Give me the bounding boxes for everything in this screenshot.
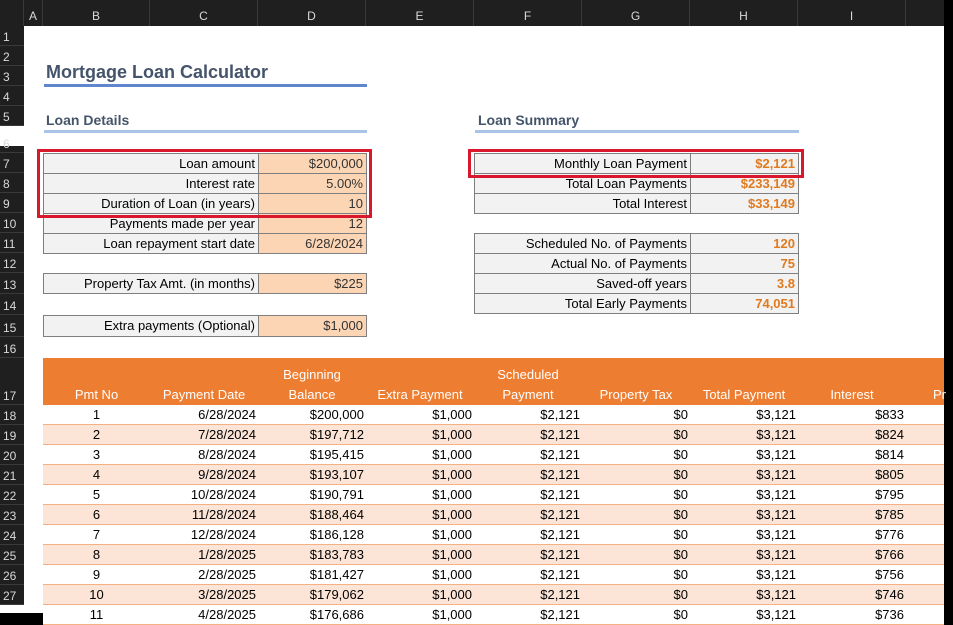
cell-total-payment[interactable]: $3,121 — [756, 547, 796, 562]
scheduled-payments-label: Scheduled No. of Payments — [474, 233, 691, 254]
cell-payment-date[interactable]: 8/28/2024 — [198, 447, 256, 462]
row-number: 13 — [3, 278, 17, 292]
loan-summary-underline — [475, 130, 799, 133]
cell-pmt-no[interactable]: 5 — [92, 487, 101, 502]
cell-interest[interactable]: $795 — [875, 487, 904, 502]
column-header-a[interactable]: A — [24, 0, 43, 26]
row-header-10[interactable] — [0, 213, 24, 233]
row-header-8[interactable] — [0, 173, 24, 193]
cell-extra-payment[interactable]: $1,000 — [432, 527, 472, 542]
row-header-5[interactable] — [0, 106, 24, 126]
cell-payment-date[interactable]: 1/28/2025 — [198, 547, 256, 562]
cell-total-payment[interactable]: $3,121 — [756, 487, 796, 502]
saved-off-years-label: Saved-off years — [474, 273, 691, 294]
row-number: 14 — [3, 299, 17, 313]
table-row[interactable] — [43, 485, 944, 505]
actual-payments-label: Actual No. of Payments — [474, 253, 691, 274]
title-underline — [44, 84, 367, 87]
highlight-box-loan-inputs — [37, 149, 372, 218]
cell-interest[interactable]: $814 — [875, 447, 904, 462]
loan-summary-heading: Loan Summary — [478, 112, 580, 128]
row-header-17[interactable] — [0, 358, 24, 405]
cell-scheduled-payment[interactable]: $2,121 — [540, 587, 580, 602]
row-header-7[interactable] — [0, 153, 24, 173]
cell-pmt-no[interactable]: 4 — [92, 467, 101, 482]
cell-scheduled-payment[interactable]: $2,121 — [540, 547, 580, 562]
start-date-label: Loan repayment start date — [43, 233, 259, 254]
start-date-input[interactable]: 6/28/2024 — [258, 233, 367, 254]
cell-extra-payment[interactable]: $1,000 — [432, 587, 472, 602]
total-loan-payments-label: Total Loan Payments — [474, 173, 691, 194]
cell-beginning-balance[interactable]: $186,128 — [309, 527, 364, 542]
cell-extra-payment[interactable]: $1,000 — [432, 507, 472, 522]
cell-total-payment[interactable]: $3,121 — [756, 447, 796, 462]
cell-beginning-balance[interactable]: $181,427 — [309, 567, 364, 582]
loan-details-heading: Loan Details — [46, 112, 130, 128]
total-early-payments-label: Total Early Payments — [474, 293, 691, 314]
column-header-h[interactable]: H — [690, 0, 798, 26]
header-payment-date[interactable]: Payment Date — [162, 387, 246, 402]
row-number: 18 — [3, 409, 17, 423]
cell-pmt-no[interactable]: 9 — [92, 567, 101, 582]
table-row[interactable] — [43, 405, 944, 425]
cell-interest[interactable]: $756 — [875, 567, 904, 582]
row-header-18[interactable] — [0, 405, 24, 425]
table-row[interactable] — [43, 545, 944, 565]
row-number: 4 — [3, 90, 10, 104]
cell-pmt-no[interactable]: 8 — [92, 547, 101, 562]
row-number: 21 — [3, 469, 17, 483]
cell-scheduled-payment[interactable]: $2,121 — [540, 467, 580, 482]
column-header-f[interactable]: F — [474, 0, 582, 26]
cell-total-payment[interactable]: $3,121 — [756, 407, 796, 422]
table-row[interactable] — [43, 505, 944, 525]
row-number: 15 — [3, 321, 17, 335]
cell-extra-payment[interactable]: $1,000 — [432, 427, 472, 442]
cell-beginning-balance[interactable]: $197,712 — [309, 427, 364, 442]
row-number: 16 — [3, 342, 17, 356]
payments-per-year-label: Payments made per year — [43, 213, 259, 234]
row-header-27[interactable] — [0, 585, 24, 605]
cell-beginning-balance[interactable]: $200,000 — [309, 407, 364, 422]
column-header-d[interactable]: D — [258, 0, 366, 26]
header-balance[interactable]: Balance — [288, 387, 336, 402]
row-header-24[interactable] — [0, 525, 24, 545]
row-header-20[interactable] — [0, 445, 24, 465]
cell-extra-payment[interactable]: $1,000 — [432, 567, 472, 582]
cell-total-payment[interactable]: $3,121 — [756, 527, 796, 542]
cell-total-payment[interactable]: $3,121 — [756, 467, 796, 482]
cell-scheduled-payment[interactable]: $2,121 — [540, 527, 580, 542]
cell-scheduled-payment[interactable]: $2,121 — [540, 427, 580, 442]
cell-extra-payment[interactable]: $1,000 — [432, 487, 472, 502]
row-number: 26 — [3, 569, 17, 583]
cell-property-tax[interactable]: $0 — [673, 507, 688, 522]
row-header-13[interactable] — [0, 273, 24, 294]
cell-payment-date[interactable]: 11/28/2024 — [191, 507, 256, 522]
cell-payment-date[interactable]: 9/28/2024 — [198, 467, 256, 482]
row-number: 1 — [3, 30, 10, 44]
cell-beginning-balance[interactable]: $183,783 — [309, 547, 364, 562]
header-interest[interactable]: Interest — [830, 387, 874, 402]
row-number: 10 — [3, 217, 17, 231]
row-number: 27 — [3, 589, 17, 603]
cell-interest[interactable]: $746 — [875, 587, 904, 602]
cell-scheduled-payment[interactable]: $2,121 — [540, 407, 580, 422]
monthly-payment-value[interactable]: $2,121 — [690, 153, 799, 174]
cell-interest[interactable]: $785 — [875, 507, 904, 522]
column-header-e[interactable]: E — [366, 0, 474, 26]
column-header-next[interactable] — [906, 0, 944, 26]
cell-property-tax[interactable]: $0 — [673, 607, 688, 622]
cell-extra-payment[interactable]: $1,000 — [432, 467, 472, 482]
property-tax-input[interactable]: $225 — [258, 273, 367, 294]
cell-property-tax[interactable]: $0 — [673, 587, 688, 602]
loan-amount-input[interactable]: $200,000 — [258, 153, 367, 174]
cell-property-tax[interactable]: $0 — [673, 467, 688, 482]
scheduled-payments-value[interactable]: 120 — [690, 233, 799, 254]
select-all-corner[interactable] — [0, 0, 24, 26]
row-number: 11 — [3, 237, 16, 251]
cell-extra-payment[interactable]: $1,000 — [432, 447, 472, 462]
cell-beginning-balance[interactable]: $188,464 — [309, 507, 364, 522]
cell-property-tax[interactable]: $0 — [673, 447, 688, 462]
row-number: 9 — [3, 197, 10, 211]
total-early-payments-value[interactable]: 74,051 — [690, 293, 799, 314]
cell-interest[interactable]: $833 — [875, 407, 904, 422]
row-number: 2 — [3, 50, 10, 64]
table-row[interactable] — [43, 585, 944, 605]
interest-rate-label: Interest rate — [43, 173, 259, 194]
column-header-g[interactable]: G — [582, 0, 690, 26]
header-pmt-no[interactable]: Pmt No — [74, 387, 119, 402]
duration-label: Duration of Loan (in years) — [43, 193, 259, 214]
cell-scheduled-payment[interactable]: $2,121 — [540, 607, 580, 622]
header-property-tax[interactable]: Property Tax — [599, 387, 673, 402]
row-header-11[interactable] — [0, 233, 24, 253]
row-number: 24 — [3, 529, 17, 543]
cell-scheduled-payment[interactable]: $2,121 — [540, 487, 580, 502]
monthly-payment-label: Monthly Loan Payment — [474, 153, 691, 174]
cell-payment-date[interactable]: 6/28/2024 — [198, 407, 256, 422]
row-header-15[interactable] — [0, 315, 24, 337]
cell-payment-date[interactable]: 10/28/2024 — [190, 487, 256, 502]
extra-payments-input[interactable]: $1,000 — [258, 315, 367, 337]
extra-payments-label: Extra payments (Optional) — [43, 315, 259, 337]
total-loan-payments-value[interactable]: $233,149 — [690, 173, 799, 194]
row-header-16[interactable] — [0, 337, 24, 358]
cell-property-tax[interactable]: $0 — [673, 547, 688, 562]
row-number: 7 — [3, 157, 10, 171]
cell-payment-date[interactable]: 4/28/2025 — [198, 607, 256, 622]
row-header-2[interactable] — [0, 46, 24, 66]
cell-interest[interactable]: $736 — [875, 607, 904, 622]
cell-interest[interactable]: $776 — [875, 527, 904, 542]
total-interest-label: Total Interest — [474, 193, 691, 214]
cell-payment-date[interactable]: 3/28/2025 — [198, 587, 256, 602]
row-header-23[interactable] — [0, 505, 24, 525]
cell-pmt-no[interactable]: 2 — [92, 427, 101, 442]
cell-payment-date[interactable]: 2/28/2025 — [198, 567, 256, 582]
row-header-1[interactable] — [0, 26, 24, 46]
row-header-19[interactable] — [0, 425, 24, 445]
row-header-22[interactable] — [0, 485, 24, 505]
column-header-c[interactable]: C — [150, 0, 258, 26]
cell-extra-payment[interactable]: $1,000 — [432, 407, 472, 422]
cell-beginning-balance[interactable]: $179,062 — [309, 587, 364, 602]
row-number: 6 — [3, 137, 10, 151]
cell-pmt-no[interactable]: 11 — [89, 607, 104, 622]
row-number: 25 — [3, 549, 17, 563]
cell-interest[interactable]: $824 — [875, 427, 904, 442]
loan-amount-label: Loan amount — [43, 153, 259, 174]
cell-property-tax[interactable]: $0 — [673, 567, 688, 582]
row-header-21[interactable] — [0, 465, 24, 485]
cell-interest[interactable]: $805 — [875, 467, 904, 482]
row-header-25[interactable] — [0, 545, 24, 565]
column-header-i[interactable]: I — [798, 0, 906, 26]
cell-pmt-no[interactable]: 10 — [89, 587, 104, 602]
row-number: 23 — [3, 509, 17, 523]
cell-extra-payment[interactable]: $1,000 — [432, 607, 472, 622]
property-tax-label: Property Tax Amt. (in months) — [43, 273, 259, 294]
cell-total-payment[interactable]: $3,121 — [756, 607, 796, 622]
cell-interest[interactable]: $766 — [875, 547, 904, 562]
row-number: 20 — [3, 449, 17, 463]
table-row[interactable] — [43, 445, 944, 465]
header-extra-payment[interactable]: Extra Payment — [377, 387, 463, 402]
cell-property-tax[interactable]: $0 — [673, 487, 688, 502]
column-header-b[interactable]: B — [43, 0, 150, 26]
cell-pmt-no[interactable]: 3 — [92, 447, 101, 462]
row-header-6[interactable] — [0, 137, 24, 153]
interest-rate-input[interactable]: 5.00% — [258, 173, 367, 194]
cell-property-tax[interactable]: $0 — [673, 527, 688, 542]
cell-payment-date[interactable]: 12/28/2024 — [190, 527, 256, 542]
cell-payment-date[interactable]: 7/28/2024 — [198, 427, 256, 442]
cell-scheduled-payment[interactable]: $2,121 — [540, 567, 580, 582]
table-row[interactable] — [43, 465, 944, 485]
row-header-26[interactable] — [0, 565, 24, 585]
saved-off-years-value[interactable]: 3.8 — [690, 273, 799, 294]
cell-total-payment[interactable]: $3,121 — [756, 507, 796, 522]
table-row[interactable] — [43, 605, 944, 625]
table-row[interactable] — [43, 525, 944, 545]
cell-scheduled-payment[interactable]: $2,121 — [540, 447, 580, 462]
row-number: 8 — [3, 177, 10, 191]
cell-beginning-balance[interactable]: $190,791 — [309, 487, 364, 502]
header-principal[interactable]: Pr — [933, 387, 946, 402]
total-interest-value[interactable]: $33,149 — [690, 193, 799, 214]
header-payment[interactable]: Payment — [502, 387, 554, 402]
cell-pmt-no[interactable]: 7 — [92, 527, 101, 542]
row-header-3[interactable] — [0, 66, 24, 86]
row-header-4[interactable] — [0, 86, 24, 106]
row-number: 19 — [3, 429, 17, 443]
cell-property-tax[interactable]: $0 — [673, 427, 688, 442]
cell-total-payment[interactable]: $3,121 — [756, 427, 796, 442]
cell-beginning-balance[interactable]: $195,415 — [309, 447, 364, 462]
cell-pmt-no[interactable]: 6 — [92, 507, 101, 522]
payments-per-year-input[interactable]: 12 — [258, 213, 367, 234]
page-title: Mortgage Loan Calculator — [46, 62, 269, 82]
row-header-12[interactable] — [0, 253, 24, 273]
cell-scheduled-payment[interactable]: $2,121 — [540, 507, 580, 522]
row-header-9[interactable] — [0, 193, 24, 213]
highlight-box-monthly-payment — [468, 149, 804, 178]
cell-total-payment[interactable]: $3,121 — [756, 567, 796, 582]
cell-pmt-no[interactable]: 1 — [92, 407, 101, 422]
table-row[interactable] — [43, 425, 944, 445]
actual-payments-value[interactable]: 75 — [690, 253, 799, 274]
row-number: 5 — [3, 110, 10, 124]
row-number: 12 — [3, 257, 17, 271]
cell-beginning-balance[interactable]: $193,107 — [309, 467, 364, 482]
row-number: 17 — [3, 389, 17, 403]
row-header-14[interactable] — [0, 294, 24, 315]
cell-total-payment[interactable]: $3,121 — [756, 587, 796, 602]
header-scheduled[interactable]: Scheduled — [497, 367, 559, 382]
header-beginning[interactable]: Beginning — [283, 367, 341, 382]
row-number: 22 — [3, 489, 17, 503]
row-number: 3 — [3, 70, 10, 84]
table-row[interactable] — [43, 565, 944, 585]
duration-input[interactable]: 10 — [258, 193, 367, 214]
schedule-header — [43, 358, 944, 405]
cell-property-tax[interactable]: $0 — [673, 407, 688, 422]
cell-beginning-balance[interactable]: $176,686 — [309, 607, 364, 622]
header-total-payment[interactable]: Total Payment — [702, 387, 786, 402]
loan-details-underline — [44, 130, 367, 133]
cell-extra-payment[interactable]: $1,000 — [432, 547, 472, 562]
